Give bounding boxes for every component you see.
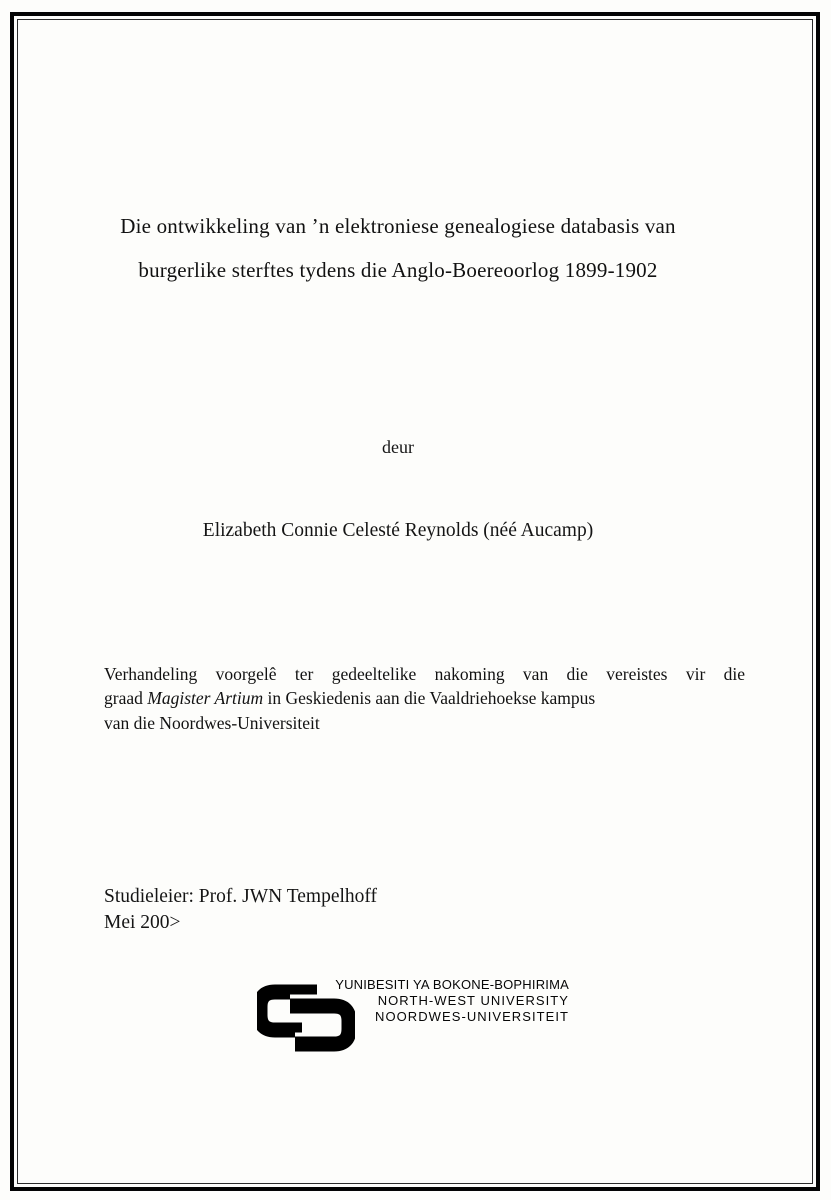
degree-name: Magister Artium <box>147 688 264 709</box>
thesis-title-line1: Die ontwikkeling van ’n elektroniese genealogiese databasis van <box>120 214 676 238</box>
thesis-title-line2: burgerlike sterftes tydens die Anglo-Boereoorlog 1899-1902 <box>138 258 658 282</box>
submission-line2-post: in Geskiedenis aan die Vaaldriehoekse kampus <box>263 688 596 709</box>
logo-line-afrikaans: NOORDWES-UNIVERSITEIT <box>375 1008 569 1024</box>
submission-line3: van die Noordwes-Universiteit <box>104 712 320 733</box>
byline-deur: deur <box>382 437 414 457</box>
logo-line-english: NORTH-WEST UNIVERSITY <box>377 992 569 1008</box>
submission-line2-pre: graad <box>104 688 148 709</box>
submission-statement <box>104 662 745 735</box>
university-logo-text <box>319 977 569 1024</box>
author-name: Elizabeth Connie Celesté Reynolds (néé Aucamp) <box>202 520 594 541</box>
thesis-title <box>70 204 726 292</box>
date-line: Mei 200> <box>104 911 181 933</box>
submission-line2 <box>104 686 745 710</box>
university-logo <box>257 977 577 1055</box>
supervisor-block <box>104 884 377 935</box>
submission-line1: Verhandeling voorgelê ter gedeeltelike nakoming van die vereistes vir die <box>104 664 745 684</box>
supervisor-line: Studieleier: Prof. JWN Tempelhoff <box>104 886 378 907</box>
logo-line-setswana: YUNIBESITI YA BOKONE-BOPHIRIMA <box>335 977 569 992</box>
